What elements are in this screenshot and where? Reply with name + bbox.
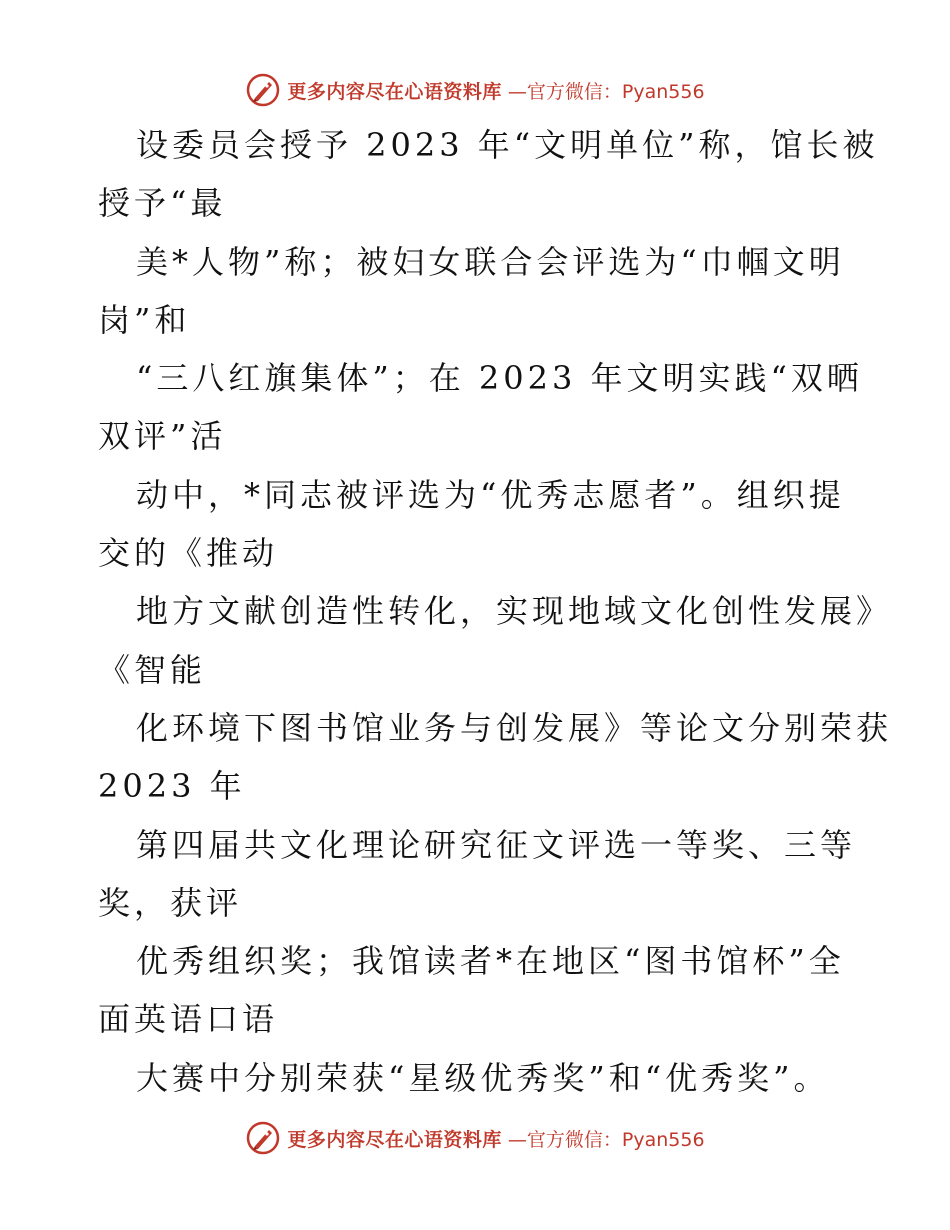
text-line: 大赛中分别荣获“星级优秀奖”和“优秀奖”。 bbox=[136, 1058, 830, 1097]
header-banner bbox=[0, 70, 950, 110]
pen-nib-logo-icon bbox=[245, 72, 281, 108]
text-line: 交的《推动 bbox=[98, 534, 279, 573]
text-line: 第四届共文化理论研究征文评选一等奖、三等 bbox=[136, 825, 857, 864]
text-line: 地方文献创造性转化，实现地域文化创性发展》 bbox=[136, 592, 893, 631]
banner-wechat-text: —官方微信：Pyan556 bbox=[507, 1128, 705, 1151]
footer-banner bbox=[0, 1118, 950, 1158]
text-line: 美*人物”称；被妇女联合会评选为“巾帼文明 bbox=[136, 242, 845, 281]
document-body bbox=[98, 116, 893, 1107]
text-line: “三八红旗集体”；在 2023 年文明实践“双晒 bbox=[136, 359, 863, 398]
text-line: 设委员会授予 2023 年“文明单位”称，馆长被 bbox=[136, 126, 879, 164]
text-line: 双评”活 bbox=[98, 417, 227, 456]
banner-wechat-text: —官方微信：Pyan556 bbox=[507, 80, 705, 103]
text-line: 优秀组织奖；我馆读者*在地区“图书馆杯”全 bbox=[136, 942, 845, 981]
text-line: 奖，获评 bbox=[98, 883, 243, 922]
banner-main-text: 更多内容尽在心语资料库 bbox=[287, 1128, 502, 1151]
text-line: 化环境下图书馆业务与创发展》等论文分别荣获 bbox=[136, 708, 893, 747]
banner-main-text: 更多内容尽在心语资料库 bbox=[287, 80, 502, 103]
text-line: 授予“最 bbox=[98, 184, 227, 223]
text-line: 岗”和 bbox=[98, 300, 191, 339]
pen-nib-logo-icon bbox=[245, 1120, 281, 1156]
text-line: 面英语口语 bbox=[98, 1000, 279, 1039]
text-line: 动中，*同志被评选为“优秀志愿者”。组织提 bbox=[136, 475, 845, 514]
text-line: 《智能 bbox=[98, 650, 207, 689]
text-line: 2023 年 bbox=[98, 767, 246, 806]
